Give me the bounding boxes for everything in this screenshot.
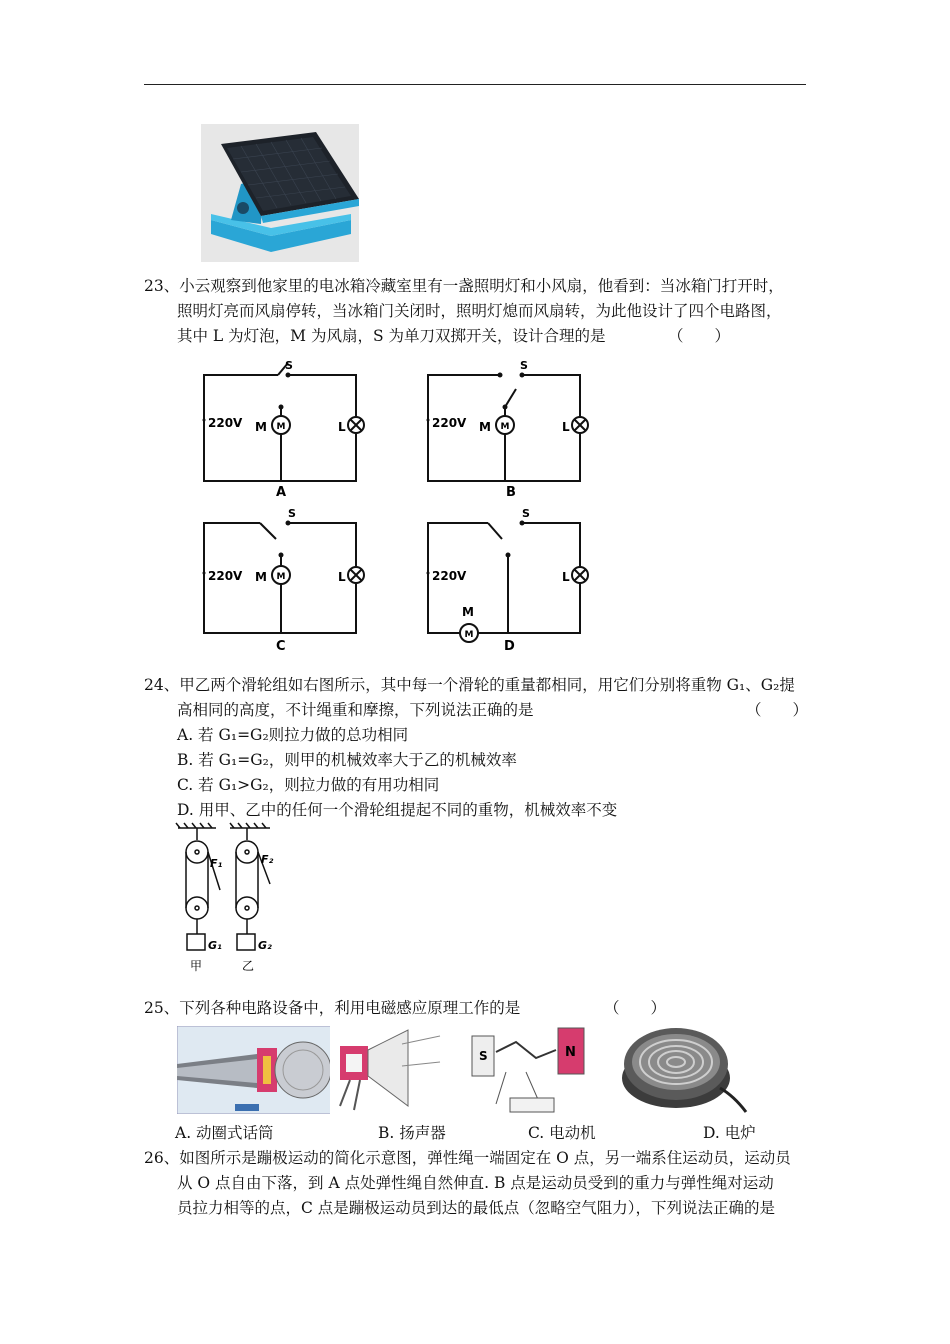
circuit-d	[404, 505, 604, 655]
pulley-weight-g1: G₁	[208, 939, 222, 952]
pulley-weight-g2: G₂	[258, 939, 272, 952]
circuit-a-motor-symbol: M	[276, 422, 286, 432]
circuit-a-lamp-label: L	[338, 420, 346, 434]
pulley-label-yi: 乙	[242, 959, 255, 973]
circuit-b-lamp-label: L	[562, 420, 570, 434]
q23-line3: 其中 L 为灯泡，M 为风扇，S 为单刀双掷开关，设计合理的是	[177, 327, 606, 345]
q25-line1: 25、下列各种电路设备中，利用电磁感应原理工作的是	[144, 999, 521, 1017]
q24-line2: 高相同的高度，不计绳重和摩擦，下列说法正确的是	[177, 701, 534, 719]
circuit-d-voltage-label: 220V	[432, 569, 467, 583]
circuit-b-motor-letter: M	[479, 420, 491, 434]
circuit-c-motor-letter: M	[255, 570, 267, 584]
q25-option-c: C. 电动机	[528, 1124, 596, 1142]
circuit-a	[180, 355, 380, 503]
circuit-a-switch-label: S	[285, 359, 293, 372]
circuit-b-motor-symbol: M	[500, 422, 510, 432]
circuit-a-voltage-label: 220V	[208, 416, 243, 430]
q23-line2: 照明灯亮而风扇停转，当冰箱门关闭时，照明灯熄而风扇转，为此他设计了四个电路图，	[177, 302, 782, 320]
q25-answer-paren: （ ）	[604, 999, 667, 1017]
motor-magnet-n-label: N	[565, 1045, 576, 1060]
circuit-c-motor-symbol: M	[276, 572, 286, 582]
circuit-a-label: A	[276, 485, 287, 500]
q24-option-b: B. 若 G₁=G₂，则甲的机械效率大于乙的机械效率	[177, 751, 517, 769]
motor-magnet-s-label: S	[479, 1049, 488, 1063]
pulley-label-jia: 甲	[190, 959, 203, 973]
microphone-image	[177, 1026, 337, 1114]
q24-line1: 24、甲乙两个滑轮组如右图所示，其中每一个滑轮的重量都相同，用它们分别将重物 G₁、G₂提	[144, 676, 795, 694]
circuit-c-switch-label: S	[288, 507, 296, 520]
header-rule	[144, 84, 806, 85]
q24-option-c: C. 若 G₁>G₂，则拉力做的有用功相同	[177, 776, 440, 794]
motor-image	[466, 1022, 592, 1118]
circuit-c-lamp-label: L	[338, 570, 346, 584]
circuit-c-label: C	[276, 639, 286, 654]
circuit-d-switch-label: S	[522, 507, 530, 520]
pulley-force-f1: F₁	[210, 857, 223, 870]
q25-option-a: A. 动圈式话筒	[175, 1124, 274, 1142]
circuit-d-motor-symbol: M	[464, 630, 474, 640]
solar-panel-image	[201, 124, 359, 262]
circuit-b-voltage-label: 220V	[432, 416, 467, 430]
q26-line3: 员拉力相等的点，C 点是蹦极运动员到达的最低点（忽略空气阻力），下列说法正确的是	[177, 1199, 776, 1217]
circuit-d-motor-letter: M	[462, 605, 474, 619]
circuit-d-lamp-label: L	[562, 570, 570, 584]
circuit-c-voltage-label: 220V	[208, 569, 243, 583]
q26-line1: 26、如图所示是蹦极运动的简化示意图，弹性绳一端固定在 O 点，另一端系住运动员，运动员	[144, 1149, 791, 1167]
q24-option-d: D. 用甲、乙中的任何一个滑轮组提起不同的重物，机械效率不变	[177, 801, 618, 819]
speaker-image	[330, 1026, 450, 1116]
q25-option-b: B. 扬声器	[378, 1124, 446, 1142]
pulley-diagram	[172, 822, 292, 977]
q24-answer-paren: （ ）	[746, 701, 809, 719]
circuit-b-label: B	[506, 485, 516, 500]
circuit-a-motor-letter: M	[255, 420, 267, 434]
q26-line2: 从 O 点自由下落，到 A 点处弹性绳自然伸直. B 点是运动员受到的重力与弹性绳对运动	[177, 1174, 774, 1192]
q23-answer-paren: （ ）	[668, 327, 731, 345]
circuit-b	[404, 355, 604, 503]
q24-option-a: A. 若 G₁=G₂则拉力做的总功相同	[177, 726, 409, 744]
circuit-b-switch-label: S	[520, 359, 528, 372]
electric-stove-image	[620, 1022, 750, 1118]
q25-option-d: D. 电炉	[703, 1124, 756, 1142]
circuit-c	[180, 505, 380, 655]
pulley-force-f2: F₂	[261, 853, 274, 866]
circuit-d-label: D	[504, 639, 515, 654]
q23-line1: 23、小云观察到他家里的电冰箱冷藏室里有一盏照明灯和小风扇，他看到：当冰箱门打开时，	[144, 277, 784, 295]
